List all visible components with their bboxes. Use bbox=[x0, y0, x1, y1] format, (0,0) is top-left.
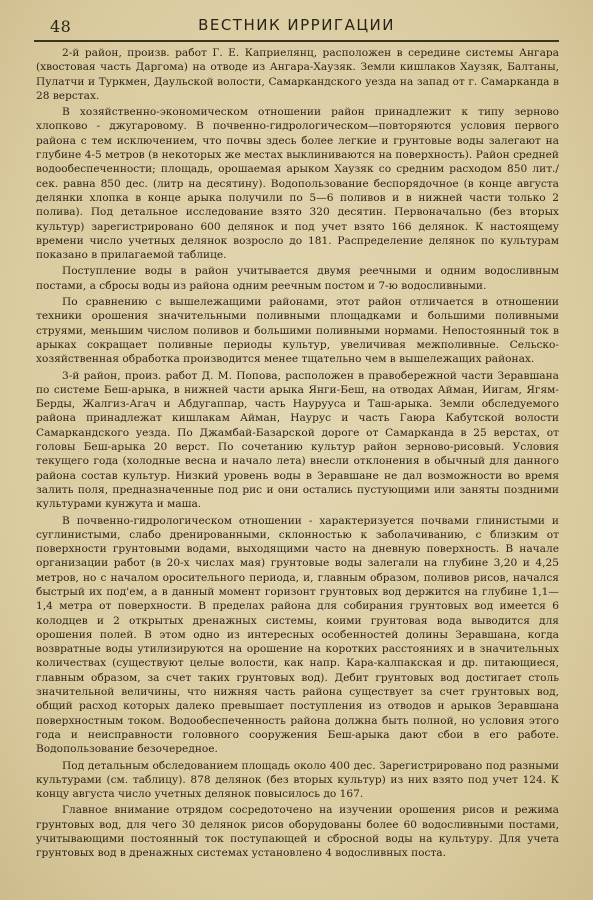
running-title: ВЕСТНИК ИРРИГАЦИИ bbox=[198, 16, 395, 34]
page-number: 48 bbox=[50, 17, 72, 36]
paragraph-rice-study: Главное внимание отрядом сосредоточено на изучении орошения рисов и режима грунтовых вод, для чего 30 делянок рисов оборудованы более 60 водосливными постами, учитывающими постоянный ток поступающей и сбросной воды на культуру. Для учета грунтовых вод в дренажных системах установлено 4 водосливных поста. bbox=[36, 804, 559, 860]
paragraph-irrigation-technique: По сравнению с вышележащими районами, этот район отличается в отношении техники орошения значительными поливными площадками и большими поливными струями, меньшим числом поливов и большими поливными нормами. Непостоянный ток в арыках сокращает поливные периоды культур, увеличивая межполивные. Сельско-хозяйственная обработка производится менее тщательно чем в вышележащих районах. bbox=[36, 296, 559, 366]
page-header bbox=[34, 14, 559, 42]
article-body bbox=[36, 46, 559, 863]
paragraph-district-3-intro: 3-й район, произ. работ Д. М. Попова, расположен в правобережной части Зеравшана по системе Беш-арыка, в нижней части арыка Янги-Беш, на отводах Айман, Иигам, Ягям-Берды, Жалгиз-Агач и Абдугаппар, часть Наурууса и Таш-арыка. Земли обследуемого района принадлежат кишлакам Айман, Наурус и часть Гаюра Кабутской волости Самаркандского уезда. По Джамбай-Базарской дороге от Самарканда в 25 верстах, от головы Беш-арыка 20 верст. По сочетанию культур район зерново-рисовый. Условия текущего года (холодные весна и начало лета) внесли отклонения в обычный для данного района состав культур. Низкий уровень воды в Зеравшане не дал возможности во время залить поля, предназначенные под рис и они остались пустующими или заняты поздними культурами кунжута и маша. bbox=[36, 369, 559, 511]
paragraph-district-2-intro: 2-й район, произв. работ Г. Е. Каприелянц, расположен в середине системы Ангара (хвостовая часть Даргома) на отводе из Ангара-Хаузяк. Земли кишлаков Хаузяк, Балтаны, Пулатчи и Туркмен, Даульской волости, Самаркандского уезда на запад от г. Самарканда в 28 верстах. bbox=[36, 47, 559, 102]
paragraph-district-2-economy: В хозяйственно-экономическом отношении район принадлежит к типу зерново хлопково - джугаровому. В почвенно-гидрологическом—повторяются условия первого района с тем исключением, что почвы здесь более легкие и грунтовые воды залегают на глубине 4-5 метров (в некоторых же местах выклиниваются на поверхность). Район средней водообеспеченности; площадь, орошаемая арыком Хаузяк со средним расходом 850 лит./сек. равна 850 дес. (литр на десятину). Водопользование беспорядочное (в конце августа делянки хлопка в конце арыка получили по 5—6 поливов и в нижней части только 2 полива). Под детальное исследование взято 320 десятин. Первоначально (без вторых культур) зарегистрировано 600 делянок и под учет взято 166 делянок. К настоящему времени число учетных делянок возросло до 181. Распределение делянок по культурам показано в прилагаемой таблице. bbox=[36, 106, 559, 262]
paragraph-detailed-survey: Под детальным обследованием площадь около 400 дес. Зарегистрировано под разными культурами (см. таблицу). 878 делянок (без вторых культур) из них взято под учет 124. К концу августа число учетных делянок повысилось до 167. bbox=[36, 759, 559, 801]
paragraph-water-intake: Поступление воды в район учитывается двумя реечными и одним водосливным постами, а сбросы воды из района одним реечным постом и 7-ю водосливными. bbox=[36, 265, 559, 292]
paragraph-soil-hydrology: В почвенно-гидрологическом отношении - характеризуется почвами глинистыми и суглинистыми, слабо дренированными, склонностью к заболачиванию, с близким от поверхности грунтовыми водами, выходящими часто на дневную поверхность. В начале организации работ (в 20-х числах мая) грунтовые воды залегали на глубине 3,20 и 4,25 метров, но с началом оросительного периода, и, главным образом, поливов рисов, начался быстрый их под'ем, а в данный момент горизонт грунтовых вод держится на глубине 1,1—1,4 метра от поверхности. В пределах района для собирания грунтовых вод имеется 6 колодцев и 2 открытых дренажных системы, коими грунтовая вода выводится для орошения полей. В этом одно из интересных особенностей долины Зеравшана, когда возвратные воды утилизируются на орошение на коротких расстояниях и в значительных количествах (существуют целые волости, как напр. Кара-калпакская и др. питающиеся, главным образом, за счет таких грунтовых вод). Дебит грунтовых вод достигает столь значительной величины, что нижняя часть района существует за счет грунтовых вод, общий расход которых далеко превышает поступления из отводов и арыков Зеравшана поверхностным током. Водообеспеченность района должна быть полной, но условия этого года и неисправности головного сооружения Беш-арыка дают сбои в его работе. Водопользование безочередное. bbox=[36, 514, 559, 756]
